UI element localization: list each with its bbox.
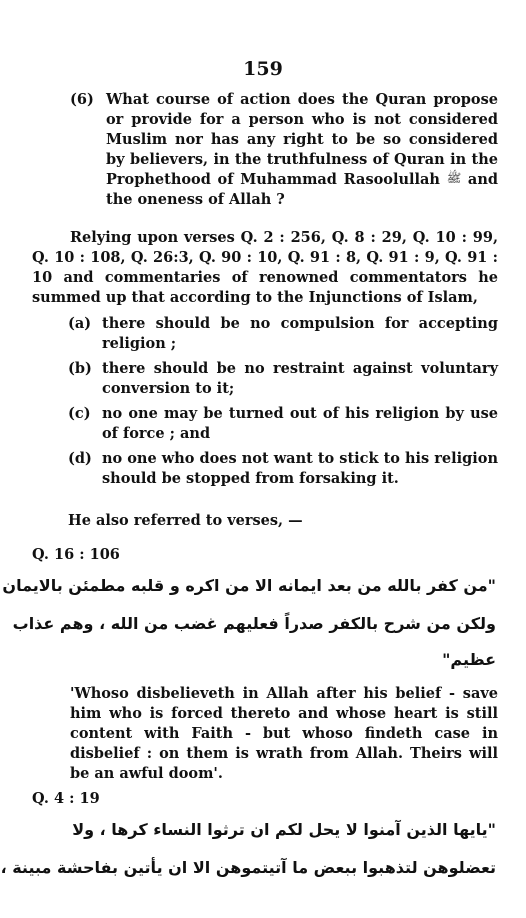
arabic-verse-line: تعضلوهن لتذهبوا ببعض ما آتيتموهن الا ان يأتين بفاحشة مبينة ، <box>0 858 496 877</box>
item-text: there should be no restraint against voluntary conversion to it; <box>102 360 498 397</box>
verse-reference: Q. 4 : 19 <box>32 790 100 807</box>
question-text-end: and the oneness of Allah ? <box>106 171 498 208</box>
salutation-seal-icon: ﷺ <box>446 171 462 185</box>
list-item <box>68 314 498 354</box>
page-number: 159 <box>243 58 283 80</box>
injunction-list <box>68 314 498 494</box>
item-label: (b) <box>68 360 92 377</box>
list-item <box>68 449 498 489</box>
question-six <box>70 90 498 210</box>
arabic-verse-line: عظيم" <box>442 650 496 669</box>
item-label: (d) <box>68 450 92 467</box>
question-text-block <box>106 90 498 210</box>
list-item <box>68 404 498 444</box>
item-label: (a) <box>68 315 92 332</box>
summary-paragraph: Relying upon verses Q. 2 : 256, Q. 8 : 29, Q. 10 : 99, Q. 10 : 108, Q. 26:3, Q. 90 : 10, Q. 91 : 8, Q. 91 : 9, Q. 91 : 10 and commentaries of renowned commentators he summed up that according to the Injunctions of Islam, <box>32 229 498 306</box>
list-item <box>68 359 498 399</box>
item-text: no one may be turned out of his religion by use of force ; and <box>102 405 498 442</box>
item-text: no one who does not want to stick to his religion should be stopped from forsaking it. <box>102 450 498 487</box>
question-number: (6) <box>70 91 94 108</box>
arabic-verse-line: "يايها الذين آمنوا لا يحل لكم ان ترثوا النساء كرها ، ولا <box>72 820 496 839</box>
arabic-verse-line: "من كفر بالله من بعد ايمانه الا من اكره و قلبه مطمئن بالايمان <box>2 576 496 595</box>
question-text: What course of action does the Quran propose or provide for a person who is not considered Muslim nor has any right to be so considered by believers, in the truthfulness of Quran in the Prophethood of Muhammad Rasoolullah <box>106 91 498 188</box>
also-referred-text: He also referred to verses, — <box>68 512 303 529</box>
item-label: (c) <box>68 405 91 422</box>
arabic-verse-line: ولكن من شرح بالكفر صدراً فعليهم غضب من الله ، وهم عذاب <box>12 614 496 633</box>
verse-translation: 'Whoso disbelieveth in Allah after his belief - save him who is forced thereto and whose heart is still content with Faith - but whoso findeth case in disbelief : on them is wrath from Allah. Theirs will be an awful doom'. <box>70 685 498 782</box>
item-text: there should be no compulsion for accepting religion ; <box>102 315 498 352</box>
verse-reference: Q. 16 : 106 <box>32 546 120 563</box>
